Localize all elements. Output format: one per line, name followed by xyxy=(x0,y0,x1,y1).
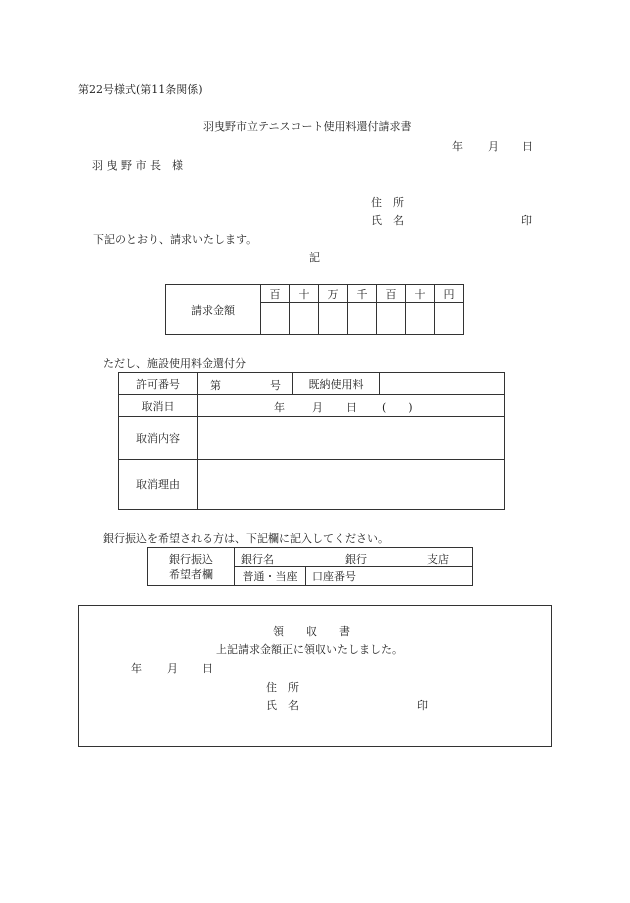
cancel-reason-label: 取消理由 xyxy=(119,459,198,509)
receipt-name-label: 氏 名 xyxy=(266,699,299,712)
amount-unit: 百 xyxy=(261,285,290,303)
amount-digit-cell[interactable] xyxy=(406,303,435,335)
account-number-field[interactable] xyxy=(306,567,473,586)
bank-intro: 銀行振込を希望される方は、下記欄に記入してください。 xyxy=(103,532,389,545)
bank-name-field[interactable] xyxy=(235,548,473,567)
bank-suffix: 銀行 xyxy=(345,553,367,566)
permit-dai: 第 xyxy=(210,379,221,392)
amount-unit: 十 xyxy=(290,285,319,303)
amount-digit-cell[interactable] xyxy=(319,303,348,335)
cancel-content-label: 取消内容 xyxy=(119,417,198,459)
paid-fee-label: 既納使用料 xyxy=(293,373,380,395)
amount-unit: 円 xyxy=(435,285,464,303)
note-text: ただし、施設使用料金還付分 xyxy=(103,357,246,370)
amount-digit-cell[interactable] xyxy=(290,303,319,335)
amount-table xyxy=(165,284,464,335)
details-table xyxy=(118,372,505,510)
amount-unit: 万 xyxy=(319,285,348,303)
receipt-title: 領 収 書 xyxy=(273,625,350,638)
form-number: 第22号様式(第11条関係) xyxy=(78,83,203,96)
cancel-reason-field[interactable] xyxy=(198,459,505,509)
amount-digit-cell[interactable] xyxy=(377,303,406,335)
amount-digit-cell[interactable] xyxy=(261,303,290,335)
receipt-address-label: 住 所 xyxy=(266,681,299,694)
account-type[interactable]: 普通・当座 xyxy=(235,567,306,586)
applicant-address-label: 住 所 xyxy=(371,196,404,209)
date-day-label: 日 xyxy=(522,140,533,153)
permit-number-label: 許可番号 xyxy=(119,373,198,395)
date-year-label: 年 xyxy=(452,140,463,153)
bank-table xyxy=(147,547,473,586)
document-title: 羽曳野市立テニスコート使用料還付請求書 xyxy=(203,120,412,133)
bank-name-label: 銀行名 xyxy=(241,553,274,566)
paid-fee-field[interactable] xyxy=(380,373,505,395)
cancel-month: 月 xyxy=(312,401,323,415)
applicant-seal: 印 xyxy=(521,214,532,227)
permit-go: 号 xyxy=(270,379,281,392)
amount-label: 請求金額 xyxy=(166,285,261,335)
bank-label xyxy=(148,548,235,586)
amount-digit-cell[interactable] xyxy=(348,303,377,335)
amount-unit: 百 xyxy=(377,285,406,303)
cancel-date-label: 取消日 xyxy=(119,395,198,417)
receipt-month: 月 xyxy=(167,662,178,675)
cancel-year: 年 xyxy=(274,401,285,415)
request-text: 下記のとおり、請求いたします。 xyxy=(93,233,258,246)
applicant-name-label: 氏 名 xyxy=(371,214,404,227)
receipt-day: 日 xyxy=(202,662,213,675)
cancel-content-field[interactable] xyxy=(198,417,505,459)
cancel-weekday-paren: ( ) xyxy=(382,401,413,415)
cancel-day: 日 xyxy=(346,401,357,415)
date-month-label: 月 xyxy=(488,140,499,153)
branch-suffix: 支店 xyxy=(427,553,449,566)
amount-digit-cell[interactable] xyxy=(435,303,464,335)
addressee: 羽 曳 野 市 長 様 xyxy=(92,159,183,172)
bank-label-line1: 銀行振込 xyxy=(169,552,213,566)
ki-mark: 記 xyxy=(309,251,320,264)
amount-unit: 十 xyxy=(406,285,435,303)
receipt-year: 年 xyxy=(131,662,142,675)
bank-label-line2: 希望者欄 xyxy=(169,567,213,581)
account-number-label: 口座番号 xyxy=(312,570,356,583)
permit-number-field[interactable] xyxy=(198,373,293,395)
cancel-date-field[interactable] xyxy=(198,395,505,417)
amount-unit: 千 xyxy=(348,285,377,303)
receipt-seal: 印 xyxy=(417,699,428,712)
receipt-text: 上記請求金額正に領収いたしました。 xyxy=(216,643,403,656)
